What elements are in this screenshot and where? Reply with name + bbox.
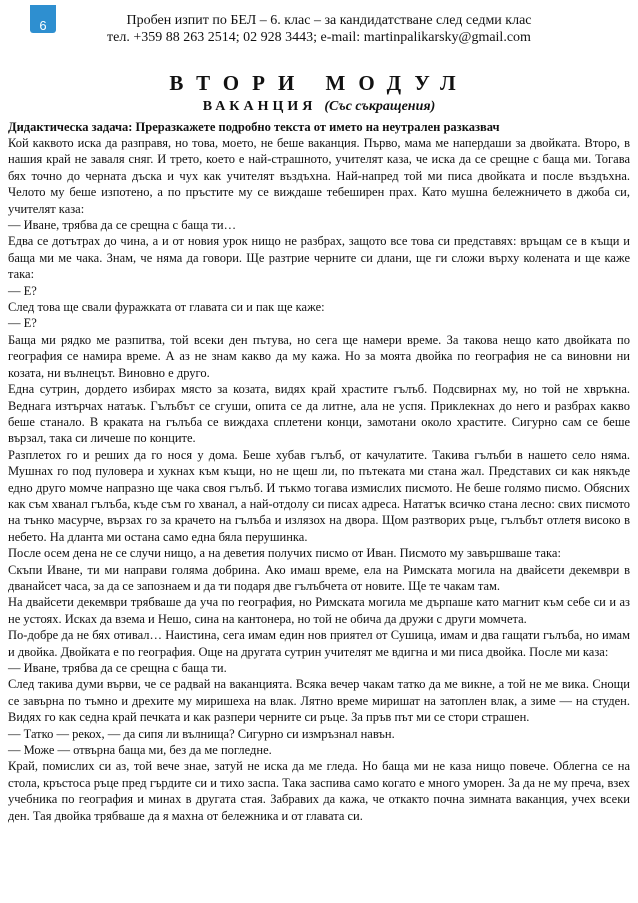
paragraph: — Може — отвърна баща ми, без да ме погледне. xyxy=(8,743,272,758)
paragraph: — Иване, трябва да се срещна с баща ти… xyxy=(8,218,237,233)
paragraph: — Е? xyxy=(8,283,37,298)
paragraph: Скъпи Иване, ти ми направи голяма добрина. Ако имаш време, ела на Римската могила на двайсети декември в дванайсет часа, за да се запознаем и да ти подаря две гълъбчета от новите. Ще те чакам там. xyxy=(8,562,630,593)
story-title-text: ВАКАНЦИЯ xyxy=(202,99,317,114)
paragraph: — Иване, трябва да се срещна с баща ти. xyxy=(8,661,227,675)
paragraph: На двайсети декември трябваше да уча по география, но Римската могила ме дърпаше като магнит към себе си и аз не устоях. Исках да взема и Нешо, сина на кантонера, но той не обича да дружи с други момчета. xyxy=(8,595,630,626)
header-exam-title: Пробен изпит по БЕЛ – 6. клас – за кандидатстване след седми клас xyxy=(126,13,532,28)
header-contact: тел. +359 88 263 2514; 02 928 3443; e-mail: martinpalikarsky@gmail.com xyxy=(107,30,531,45)
paragraph: Една сутрин, дордето избирах място за козата, видях край храстите гълъб. Подсвирнах му, но той не хвръкна. Веднага изтърчах натаък. Гълъбът се сгуши, опита се да литне, ала не успя. Приклекнах до него и разбрах какво беше станало. В краката на гълъба се виждаха сплетени конци, замотани около храстите. Сигурно сам се беше вързал, така си личеше по конците. xyxy=(8,382,630,446)
didactic-task: Дидактическа задача: Преразкажете подробно текста от името на неутрален разказвач xyxy=(8,120,500,134)
story-text xyxy=(8,135,630,824)
page-header xyxy=(0,12,638,46)
paragraph: Едва се дотътрах до чина, а и от новия урок нищо не разбрах, защото все това си представях: връщам се в къщи и баща ми ме чака. Знам, че няма да говори. Ще разтрие черните си длани, ще ги сложи върху колената и ще каже така: xyxy=(8,234,630,282)
paragraph: Край, помислих си аз, той вече знае, затуй не иска да ме гледа. Но баща ми не каза нищо повече. Облегна се на стола, кръстоса ръце пред гърдите си и тихо заспа. Така заспива само когато е много уморен. За да не му преча, взех учебника по география и минах в другата стая. Забравих да кажа, че откакто почна зимната ваканция, учех всеки ден. Тая двойка трябваше да я махна от бележника и от главата си. xyxy=(8,759,630,823)
module-title: ВТОРИ МОДУЛ xyxy=(169,71,469,95)
paragraph: — Татко — рекох, — да сипя ли вълнища? Сигурно си измръзнал навън. xyxy=(8,726,395,741)
story-title xyxy=(0,98,638,116)
paragraph: По-добре да не бях отивал… Наистина, сега имам един нов приятел от Сушица, имам и два гащати гълъба, но имам и двойка. Двойката е по география. Още на другата сутрин учителят ме вдигна и ми писа двойка. После ми каза: xyxy=(8,628,630,659)
paragraph: След това ще свали фуражката от главата си и пак ще каже: xyxy=(8,300,325,315)
paragraph: — Е? xyxy=(8,316,37,331)
paragraph: Кой каквото иска да разправя, но това, моето, не беше ваканция. Първо, мама ме напердаши за двойката. Второ, в нашия край не заваля сняг. И трето, което е най-страшното, учителят каза, че иска да се срещне с баща ми. Тогава бях точно до черната дъска и чух как учителят въздъхна. Най-напред той ми писа двойката и после въздъхна. Челото му беше изпотено, а по пръстите му се виждаше тебеширен прах. Като мушна бележничето в джоба си, учителят каза: xyxy=(8,136,630,216)
story-title-note: (Със съкращения) xyxy=(324,99,436,114)
paragraph: След такива думи върви, че се радвай на ваканцията. Всяка вечер чакам татко да ме викне, а той не ме вика. Снощи се завърна по тъмно и дрехите му миришеха на влак. Лятно време миришат на затоплен влак, а зиме — на студен. Видях го как седна край печката и как разпери черните си ръце. За пръв път ми се стори страшен. xyxy=(8,677,630,725)
paragraph: Разплетох го и реших да го нося у дома. Беше хубав гълъб, от качулатите. Такива гълъби в нашето село няма. Мушнах го под пуловера и хукнах към къщи, но не щеш ли, по пътеката ми стана жал. Представих си как някъде едно друго момче напразно ще чака своя гълъб. И тъкмо тогава измислих писмото. Не беше голямо писмо. Обясних как съм хванал гълъба, къде съм го хванал, а най-отдолу си писах адреса. Нататък всичко стана лесно: свих писмото на тънко масурче, вързах го за крачето на гълъба и излязох на двора. Щом разтворих ръце, гълъбът отлетя високо в небето. На дланта ми остана само една бяла перушинка. xyxy=(8,447,630,544)
paragraph: Баща ми рядко ме разпитва, той всеки ден пътува, но сега ще намери време. За такова нещо като двойката по география се намира време. А аз не знам какво да му кажа. Но за моята двойка по география не са виновни ни козата, ни вълнецът. Виновно е друго. xyxy=(8,332,630,380)
paragraph: После осем дена не се случи нищо, а на деветия получих писмо от Иван. Писмото му завършваше така: xyxy=(8,546,561,561)
page-number-badge: 6 xyxy=(30,5,56,33)
